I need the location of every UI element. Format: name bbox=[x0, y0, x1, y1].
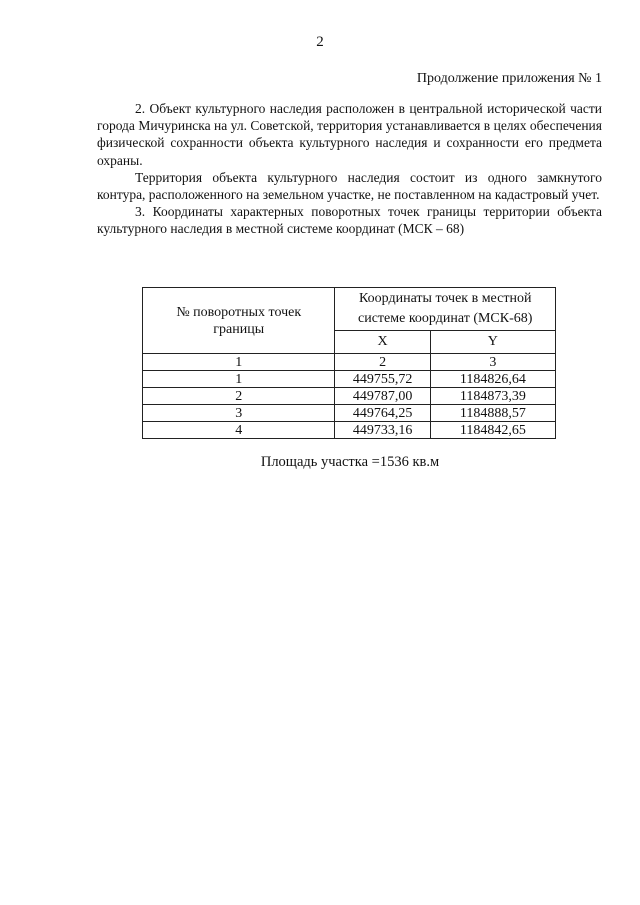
column-number: 1 bbox=[143, 354, 335, 371]
column-number-row bbox=[143, 354, 556, 371]
table-row bbox=[143, 388, 556, 405]
table-row bbox=[143, 371, 556, 388]
point-number: 3 bbox=[143, 405, 335, 422]
x-coordinate: 449787,00 bbox=[335, 388, 430, 405]
header-coordinates: Координаты точек в местной системе координат (МСК-68) bbox=[335, 288, 556, 331]
point-number: 4 bbox=[143, 422, 335, 439]
paragraph-object-location: 2. Объект культурного наследия расположен в центральной исторической части города Мичуринска на ул. Советской, территория устанавливается в целях обеспечения физической сохранности объекта культурного наследия и сохранности его предмета охраны. bbox=[97, 101, 602, 168]
header-point-number: № поворотных точек границы bbox=[143, 288, 335, 354]
coordinates-table bbox=[142, 287, 556, 439]
area-text: Площадь участка =1536 кв.м bbox=[260, 454, 440, 470]
y-coordinate: 1184888,57 bbox=[430, 405, 555, 422]
header-y: Y bbox=[430, 331, 555, 354]
point-number: 1 bbox=[143, 371, 335, 388]
header-x: X bbox=[335, 331, 430, 354]
x-coordinate: 449755,72 bbox=[335, 371, 430, 388]
table-row bbox=[143, 422, 556, 439]
y-coordinate: 1184842,65 bbox=[430, 422, 555, 439]
y-coordinate: 1184826,64 bbox=[430, 371, 555, 388]
appendix-note: Продолжение приложения № 1 bbox=[416, 71, 602, 86]
x-coordinate: 449733,16 bbox=[335, 422, 430, 439]
y-coordinate: 1184873,39 bbox=[430, 388, 555, 405]
page-number: 2 bbox=[316, 34, 324, 50]
table-row bbox=[143, 405, 556, 422]
paragraph-coordinates-intro: 3. Координаты характерных поворотных точек границы территории объекта культурного наследия в местной системе координат (МСК – 68) bbox=[97, 204, 602, 237]
paragraph-territory-contour: Территория объекта культурного наследия состоит из одного замкнутого контура, расположенного на земельном участке, не поставленном на кадастровый учет. bbox=[97, 169, 602, 203]
body-text bbox=[97, 100, 602, 238]
column-number: 2 bbox=[335, 354, 430, 371]
point-number: 2 bbox=[143, 388, 335, 405]
x-coordinate: 449764,25 bbox=[335, 405, 430, 422]
column-number: 3 bbox=[430, 354, 555, 371]
